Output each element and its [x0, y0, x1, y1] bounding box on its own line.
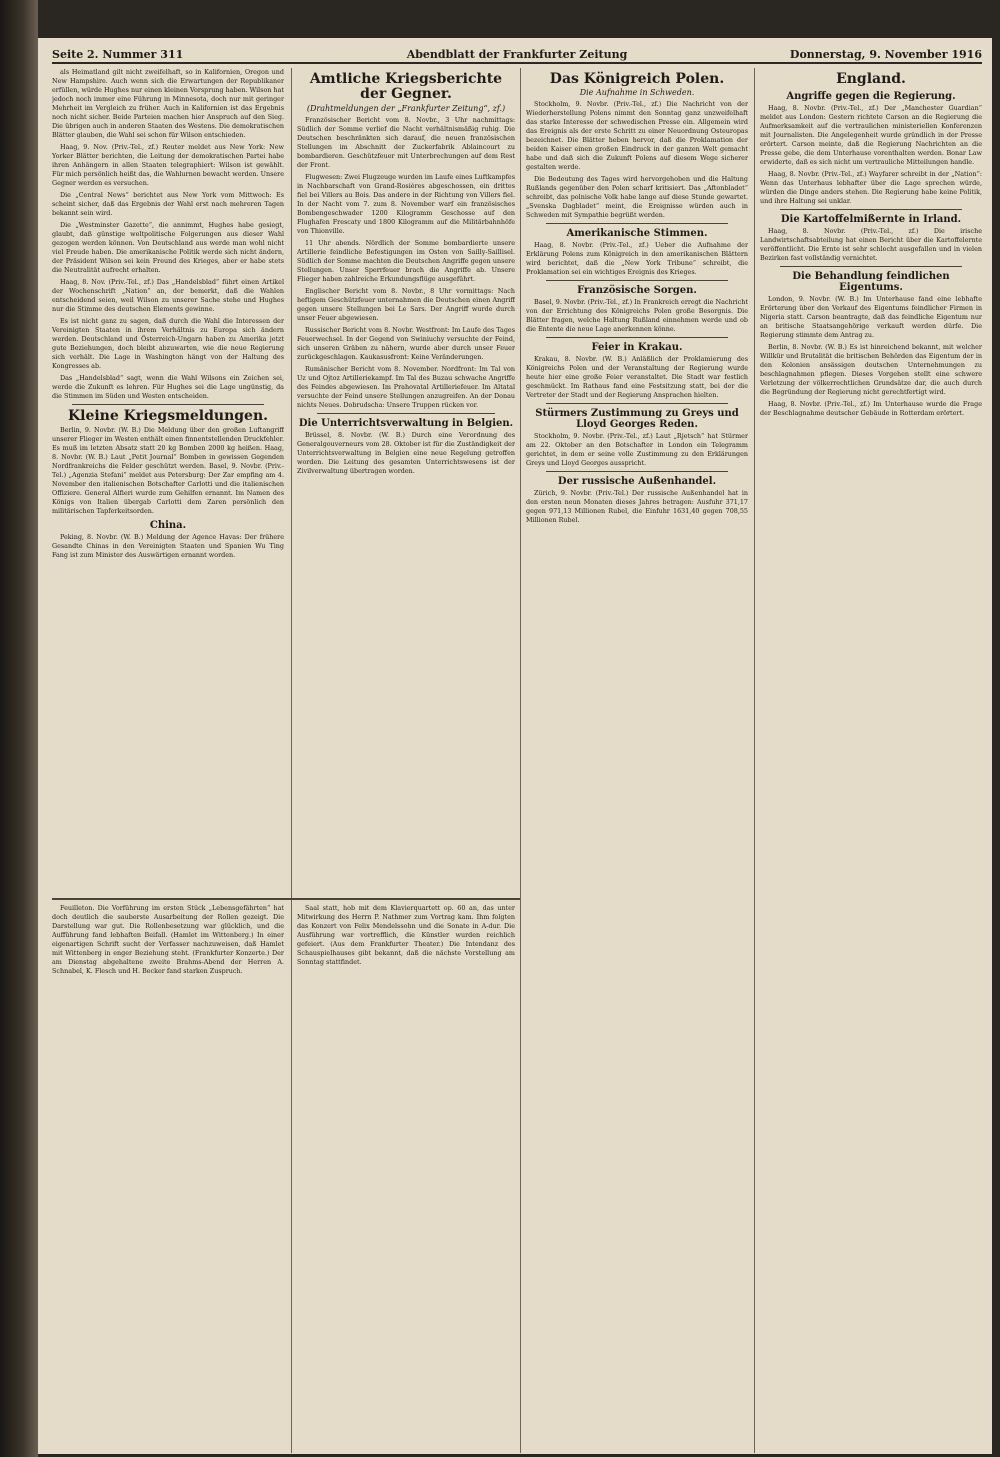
section-divider [546, 471, 728, 472]
section-divider [72, 404, 264, 405]
article-text: Es ist nicht ganz zu sagen, daß durch die Wahl die Interessen der Vereinigten Staaten in ihrem Verhältnis zu Europa sich ändern werden. Deutschland und Österreich-Ungarn haben zu Amerika jetzt gute Beziehungen, doch bleibt abzuwarten, wie die neue Regierung sich verhält. Die Lage in Washington hängt von der Haltung des Kongresses ab. [52, 317, 284, 370]
book-binding-edge [0, 0, 38, 1457]
section-divider [546, 280, 728, 281]
article-text: Basel, 9. Novbr. (Priv.-Tel., zf.) In Frankreich erregt die Nachricht von der Errichtung des Königreichs Polen große Besorgnis. Die Blätter fragen, welche Haltung Rußland einnehmen werde und ob die Entente die neue Lage anerkennen könne. [526, 298, 748, 334]
article-text: Die „Central News“ berichtet aus New York vom Mittwoch: Es scheint sicher, daß das Ergebnis der Wahl erst nach mehreren Tagen bekannt sein wird. [52, 191, 284, 217]
article-text: Haag, 8. Nov. (Priv.-Tel., zf.) Das „Handelsblad“ führt einen Artikel der Wochenschrift „Nation“ an, der bemerkt, daß die Wahlen entscheidend seien, weil Wilson zu unserer Sache stehe und Hughes nur die Stimme des deutschen Elements gewinne. [52, 278, 284, 313]
article-text: 11 Uhr abends. Nördlich der Somme bombardierte unsere Artillerie feindliche Befestigungen im Osten von Sailly-Saillisel. Südlich der Somme machten die Deutschen Angriffe gegen unsere Stellungen. Unser Sperrfeuer brach die Angriffe ab. Unsere Flieger haben zahlreiche Erkundungsflüge ausgeführt. [297, 238, 515, 283]
article-text: Feuilleton. Die Vorführung im ersten Stück „Lebensgefährten“ hat doch deutlich die sauberste Ausarbeitung der Rollen gezeigt. Die Darstellung war gut. Die Rollenbesetzung war glücklich, und die Aufführung fand lebhaften Beifall. (Hamlet im Wittenberg.) In einer eigenartigen Schrift sucht der Verfasser nachzuweisen, daß Hamlet mit Wittenberg in enger Beziehung steht. (Frankfurter Konzerte.) Der am Dienstag abgehaltene zweite Brahms-Abend der Herren A. Schnabel, K. Flesch und H. Becker fand starken Zuspruch. [52, 904, 284, 975]
feuilleton-column-1 [52, 904, 284, 1449]
article-text: Brüssel, 8. Novbr. (W. B.) Durch eine Verordnung des Generalgouverneurs vom 28. Oktober ist für die Zuständigkeit der Unterrichtsverwaltung in Belgien eine neue Regelung getroffen worden. Die Leitung des gesamten Unterrichtswesens ist der Zivilverwaltung übertragen worden. [297, 430, 515, 475]
section-subheading: Die Aufnahme in Schweden. [579, 88, 695, 98]
article-text: Stockholm, 9. Novbr. (Priv.-Tel., zf.) Die Nachricht von der Wiederherstellung Polens nimmt den Sonntag ganz unzweifelhaft das starke Interesse der schwedischen Presse ein. Allgemein wird das Ereignis als der erste Schritt zu einer Neuordnung Osteuropas bezeichnet. Die Blätter heben hervor, daß die Proklamation der beiden Kaiser einen großen Eindruck in der ganzen Welt gemacht habe und daß sich die Zukunft Polens auf diesem Wege sicherer gestalten werde. [526, 100, 748, 172]
article-text: Krakau, 8. Novbr. (W. B.) Anläßlich der Proklamierung des Königreichs Polen und der Veranstaltung der Regierung wurde heute hier eine große Feier veranstaltet. Die Stadt war festlich geschmückt. Im Rathaus fand eine Festsitzung statt, bei der die Vertreter der Stadt und der Regierung Ansprachen hielten. [526, 355, 748, 400]
running-head [52, 46, 982, 64]
section-heading: Stürmers Zustimmung zu Greys und Lloyd Georges Reden. [535, 408, 739, 431]
article-text: Zürich, 9. Novbr. (Priv.-Tel.) Der russische Außenhandel hat in den ersten neun Monaten dieses Jahres betragen: Ausfuhr 371,17 gegen 971,13 Millionen Rubel, die Einfuhr 1631,40 gegen 708,55 Millionen Rubel. [526, 489, 748, 525]
section-heading: Kleine Kriegsmeldungen. [67, 408, 269, 424]
article-text: Russischer Bericht vom 8. Novbr. Westfront: Im Laufe des Tages Feuerwechsel. In der Gegend von Swiniuchy versuchte der Feind, sich unseren Gräben zu nähern, wurde aber durch unser Feuer zurückgeschlagen. Kaukasusfront: Keine Veränderungen. [297, 325, 515, 361]
article-text: Das „Handelsblad“ sagt, wenn die Wahl Wilsons ein Zeichen sei, werde die Zukunft es lehren. Für Hughes sei die Lage ungünstig, da die Stimmen im Süden und Westen entscheiden. [52, 374, 284, 400]
article-text: Englischer Bericht vom 8. Novbr., 8 Uhr vormittags: Nach heftigem Geschützfeuer unternahmen die Deutschen einen Angriff gegen unsere Stellungen bei Le Sars. Der Angriff wurde durch unser Feuer abgewiesen. [297, 286, 515, 322]
column-4 [760, 68, 982, 1448]
section-heading: Die Unterrichtsverwaltung in Belgien. [298, 417, 514, 429]
section-divider [546, 223, 728, 224]
column-1 [52, 68, 284, 894]
section-divider [546, 337, 728, 338]
section-heading: Amerikanische Stimmen. [566, 228, 708, 240]
article-text: Berlin, 9. Novbr. (W. B.) Die Meldung über den großen Luftangriff unserer Flieger im Westen enthält einen finnentstellenden Druckfehler. Es muß im letzten Absatz statt 20 kg Bomben 2000 kg heißen. Haag, 8. Novbr. (W. B.) Laut „Petit Journal“ Bomben in gewissen Gegenden Nordfrankreichs die Felder geschützt werden. Basel, 9. Novbr. (Priv.-Tel.) „Agenzia Stefani“ meldet aus Petersburg: Der Zar empfing am 4. November den italienischen Botschafter Carlotti und die italienischen Offiziere. General Alfieri wurde zum Gehilfen ernannt. Im Namen des Königs von Italien übergab Carlotti dem Zaren persönlich den militärischen Tapferkeitsorden. [52, 426, 284, 516]
column-rule [520, 68, 521, 1453]
section-subheading: Angriffe gegen die Regierung. [786, 91, 956, 103]
section-heading: Die Behandlung feindlichen Eigentums. [792, 271, 950, 294]
article-text: Die Bedeutung des Tages wird hervorgehoben und die Haltung Rußlands gegenüber den Polen scharf kritisiert. Das „Aftonbladet“ schreibt, das polnische Volk habe lange auf diese Stunde gewartet. „Svenska Dagbladet“ meint, die Ereignisse würden auch in Schweden mit Sympathie begrüßt werden. [526, 175, 748, 220]
issue-date: Donnerstag, 9. November 1916 [789, 48, 982, 61]
article-text: Die „Westminster Gazette“, die annimmt, Hughes habe gesiegt, glaubt, daß günstige weltpolitische Folgerungen aus dieser Wahl gezogen werden können. Von Deutschland aus werde man wohl nicht viel Freude haben. Die amerikanische Politik werde sich nicht ändern, der Präsident Wilson sei kein Freund des Krieges, aber er habe stets die Neutralität aufrecht erhalten. [52, 221, 284, 274]
article-text: Rumänischer Bericht vom 8. November. Nordfront: Im Tal von Uz und Ojtoz Artilleriekampf. Im Tal des Buzau schwache Angriffe des Feindes abgewiesen. Im Prahovatal Artilleriefeuer. Im Altatal versuchte der Feind unsere Stellungen anzugreifen. An der Donau nichts Neues. Dobrudscha: Unsere Truppen rücken vor. [297, 364, 515, 409]
article-text: Peking, 8. Novbr. (W. B.) Meldung der Agence Havas: Der frühere Gesandte Chinas in den Vereinigten Staaten und Spanien Wu Ting Fang ist zum Minister des Auswärtigen ernannt worden. [52, 533, 284, 560]
section-heading: Französische Sorgen. [577, 285, 697, 297]
article-text: Haag, 8. Novbr. (Priv.-Tel., zf.) Ueber die Aufnahme der Erklärung Polens zum Königreich in den amerikanischen Blättern wird berichtet, daß die „New York Tribune“ schreibt, die Proklamation sei ein wichtiges Ereignis des Krieges. [526, 241, 748, 277]
article-text: Stockholm, 9. Novbr. (Priv.-Tel., zf.) Laut „Rjetsch“ hat Stürmer am 22. Oktober an den Botschafter in London ein Telegramm gerichtet, in dem er seine volle Zustimmung zu den Erklärungen Greys und Lloyd Georges ausspricht. [526, 432, 748, 468]
article-text: London, 9. Novbr. (W. B.) Im Unterhause fand eine lebhafte Erörterung über den Verkauf des Eigentums feindlicher Firmen in Nigeria statt. Carson beantragte, daß das feindliche Eigentum nur an britische Staatsangehörige verkauft werden dürfe. Die Regierung stimmte dem Antrag zu. [760, 295, 982, 340]
section-divider [780, 266, 962, 267]
section-heading: Amtliche Kriegsberichte der Gegner. [309, 71, 503, 103]
article-text: Französischer Bericht vom 8. Novbr., 3 Uhr nachmittags: Südlich der Somme verlief die Nacht verhältnismäßig ruhig. Die Deutschen beschränkten sich darauf, die neuen französischen Stellungen im Abschnitt der Zuckerfabrik Ablaincourt zu bombardieren. Geschützfeuer mit Unterbrechungen auf dem Rest der Front. [297, 115, 515, 169]
feuilleton-rule [52, 898, 520, 900]
article-text: Haag, 8. Novbr. (Priv.-Tel., zf.) Der „Manchester Guardian“ meldet aus London: Gestern richtete Carson an die Regierung die Aufmerksamkeit auf die vertraulichen ministeriellen Konferenzen mit Journalisten. Die Angelegenheit wurde gründlich in der Presse erörtert. Carson meinte, daß die Regierung Nachrichten an die Presse gebe, die dem Unterhause vorenthalten werden. Bonar Law erwiderte, daß es sich nicht um vertrauliche Mitteilungen handle. [760, 104, 982, 167]
newspaper-page [38, 38, 992, 1454]
section-divider [546, 403, 728, 404]
section-divider [780, 209, 962, 210]
section-heading: Feier in Krakau. [591, 342, 683, 354]
section-subheading: (Drahtmeldungen der „Frankfurter Zeitung“, zf.) [306, 103, 506, 113]
section-heading: Die Kartoffelmißernte in Irland. [780, 214, 962, 226]
article-text: Haag, 8. Novbr. (Priv.-Tel., zf.) Im Unterhause wurde die Frage der Beschlagnahme deutscher Gebäude in Rotterdam erörtert. [760, 400, 982, 418]
article-text: als Heimatland gilt nicht zweifelhaft, so in Kalifornien, Oregon und New Hampshire. Auch wenn sich die Erwartungen der Republikaner erfüllen, würde Hughes nur einen kleinen Vorsprung haben. Wilson hat jedoch noch immer eine Führung in Minnesota, doch nur mit geringer Mehrheit im Vergleich zu früher. Auch in Kalifornien ist das Ergebnis noch nicht sicher. Beide Parteien machen hier Anspruch auf den Sieg. Die übrigen auch in anderen Staaten des Westens. Die demokratischen Blätter glauben, die Wahl sei schon für Wilson entschieden. [52, 68, 284, 139]
column-rule [754, 68, 755, 1453]
article-text: Haag, 8. Novbr. (Priv.-Tel., zf.) Wayfarer schreibt in der „Nation“: Wenn das Unterhaus lebhafter über die Lage sprechen würde, würden die Dinge anders stehen. Die Regierung habe keine Politik, und ihre Haltung sei unklar. [760, 170, 982, 206]
column-2 [297, 68, 515, 894]
page-number: Seite 2. Nummer 311 [52, 48, 184, 61]
section-heading: England. [836, 71, 906, 87]
article-text: Haag, 9. Nov. (Priv.-Tel., zf.) Reuter meldet aus New York: New Yorker Blätter berichten, die Leitung der demokratischen Partei habe ihren Anhängern in allen Staaten telegraphiert: Wilson ist gewählt. Für mich persönlich heißt das, die Wahlurnen bewacht werden. Unsere Gegner werden es versuchen. [52, 143, 284, 187]
article-text: Haag, 8. Novbr. (Priv.-Tel., zf.) Die irische Landwirtschaftsabteilung hat einen Bericht über die Kartoffelernte veröffentlicht. Die Ernte ist sehr schlecht ausgefallen und in vielen Bezirken fast vollständig vernichtet. [760, 227, 982, 263]
masthead-title: Abendblatt der Frankfurter Zeitung [406, 48, 628, 61]
article-text: Saal statt, hob mit dem Klavierquartett op. 60 an, das unter Mitwirkung des Herrn P. Nathmer zum Vortrag kam. Ihm folgten das Konzert von Felix Mendelssohn und die Sonate in A-dur. Die Ausführung war vortrefflich, die Künstler wurden reichlich gefeiert. (Aus dem Frankfurter Theater.) Die Intendanz des Schauspielhauses gibt bekannt, daß die nächste Vorstellung am Sonntag stattfindet. [297, 904, 515, 966]
section-heading: Der russische Außenhandel. [557, 476, 717, 488]
article-text: Berlin, 8. Novbr. (W. B.) Es ist hinreichend bekannt, mit welcher Willkür und Brutalität die britischen Behörden das Eigentum der in den Kolonien ansässigen deutschen Unternehmungen zu beschlagnahmen pflegen. Dieses Vorgehen stellt eine schwere Verletzung der völkerrechtlichen Grundsätze dar, die auch durch die Begründung der Regierung nicht gerechtfertigt wird. [760, 343, 982, 397]
feuilleton-column-2 [297, 904, 515, 1449]
article-text: Flugwesen: Zwei Flugzeuge wurden im Laufe eines Luftkampfes in Nachbarschaft von Grand-Rosières abgeschossen, ein drittes fiel bei Villers au Bois. Das andere in der Richtung von Villers fiel. In der Nacht vom 7. zum 8. November warf ein französisches Bombengeschwader 1200 Kilogramm Geschosse auf den Flughafen Frescaty und 1800 Kilogramm auf die Militärbahnhöfe von Thionville. [297, 172, 515, 235]
column-rule [291, 68, 292, 1453]
column-3 [526, 68, 748, 1448]
section-heading: Das Königreich Polen. [549, 71, 725, 87]
section-heading: China. [149, 520, 187, 532]
section-divider [317, 413, 495, 414]
